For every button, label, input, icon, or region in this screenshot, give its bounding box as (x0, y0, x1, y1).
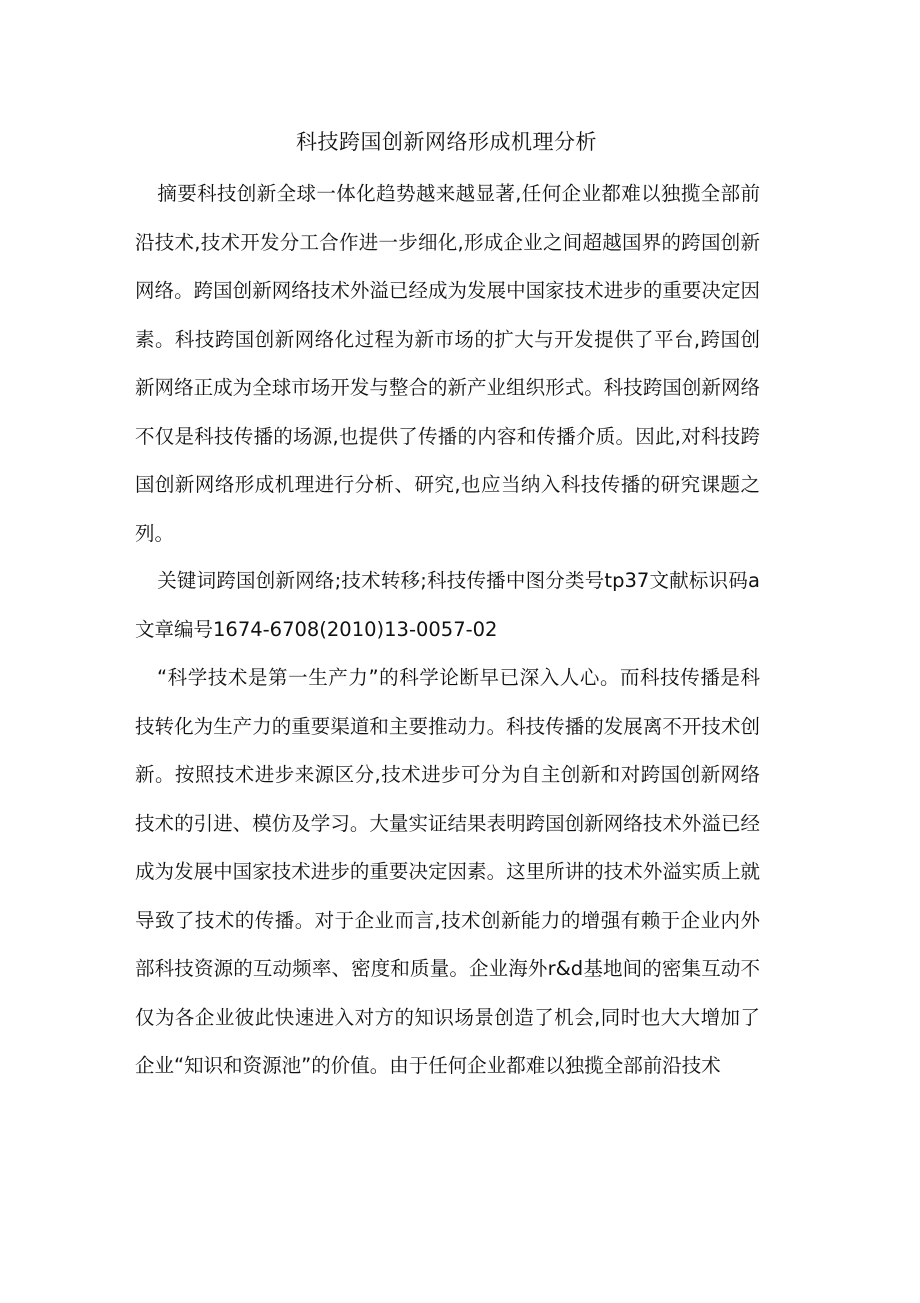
keywords-paragraph (135, 557, 760, 654)
body-paragraph (135, 654, 760, 1091)
abstract-text: 摘要科技创新全球一体化趋势越来越显著,任何企业都难以独揽全部前沿技术,技术开发分工合作进一步细化,形成企业之间超越国界的跨国创新网络。跨国创新网络技术外溢已经成为发展中国家技术进步的重要决定因素。科技跨国创新网络化过程为新市场的扩大与开发提供了平台,跨国创新网络正成为全球市场开发与整合的新产业组织形式。科技跨国创新网络不仅是科技传播的场源,也提供了传播的内容和传播介质。因此,对科技跨国创新网络形成机理进行分析、研究,也应当纳入科技传播的研究课题之列。 (135, 182, 760, 545)
keywords-text: 关键词跨国创新网络;技术转移;科技传播中图分类号tp37文献标识码a文章编号1674-6708(2010)13-0057-02 (135, 569, 760, 641)
document-title: 科技跨国创新网络形成机理分析 (296, 130, 597, 154)
abstract-paragraph (135, 170, 760, 558)
body-text: “科学技术是第一生产力”的科学论断早已深入人心。而科技传播是科技转化为生产力的重要渠道和主要推动力。科技传播的发展离不开技术创新。按照技术进步来源区分,技术进步可分为自主创新和对跨国创新网络技术的引进、模仿及学习。大量实证结果表明跨国创新网络技术外溢已经成为发展中国家技术进步的重要决定因素。这里所讲的技术外溢实质上就导致了技术的传播。对于企业而言,技术创新能力的增强有赖于企业内外部科技资源的互动频率、密度和质量。企业海外r&d基地间的密集互动不仅为各企业彼此快速进入对方的知识场景创造了机会,同时也大大增加了企业“知识和资源池”的价值。由于任何企业都难以独揽全部前沿技术 (135, 666, 760, 1077)
